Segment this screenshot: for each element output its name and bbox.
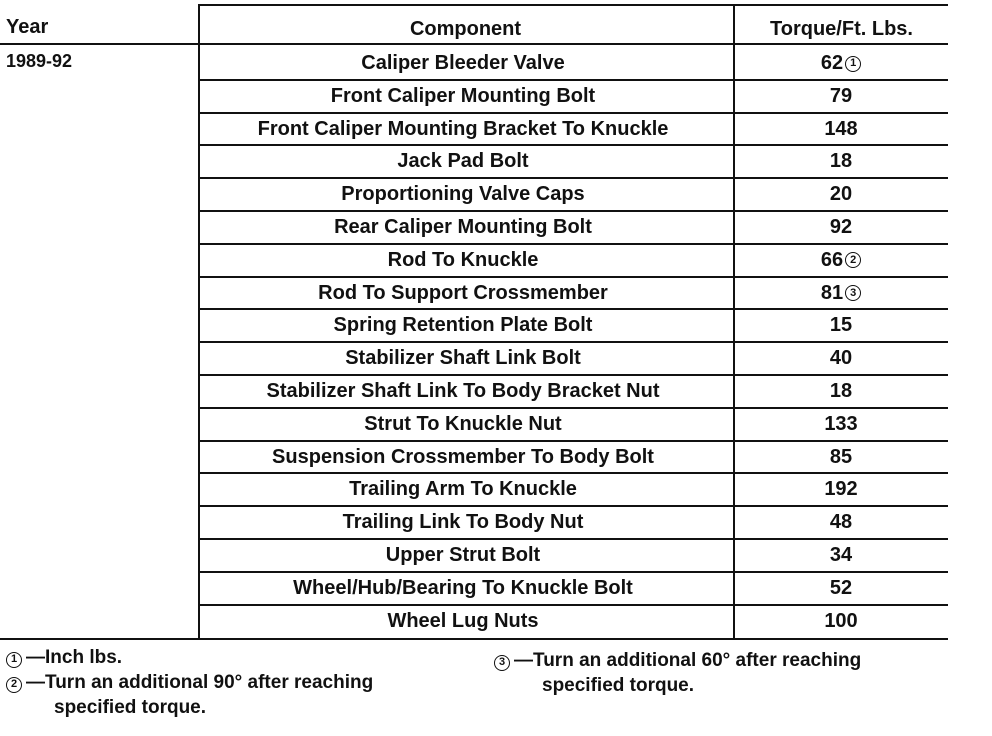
torque-cell bbox=[734, 113, 948, 146]
torque-value: 20 bbox=[829, 183, 853, 206]
torque-value: 133 bbox=[824, 412, 858, 435]
footnote-2-text-line1: —Turn an additional 90° after reaching bbox=[26, 672, 374, 693]
component-cell: Trailing Arm To Knuckle bbox=[349, 478, 577, 501]
footnote-ref-mark: 2 bbox=[845, 252, 861, 268]
footnote-ref-mark: 1 bbox=[845, 56, 861, 72]
footnote-mark-2: 2 bbox=[6, 677, 22, 693]
component-cell: Rod To Knuckle bbox=[387, 248, 539, 271]
torque-cell bbox=[734, 539, 948, 572]
footnote-2 bbox=[6, 670, 373, 720]
torque-cell bbox=[734, 408, 948, 441]
table-row bbox=[198, 309, 948, 342]
table-row bbox=[198, 408, 948, 441]
torque-value: 192 bbox=[824, 478, 858, 501]
torque-value: 100 bbox=[824, 609, 858, 632]
component-cell: Jack Pad Bolt bbox=[397, 150, 529, 173]
torque-cell bbox=[734, 80, 948, 113]
header-component: Component bbox=[409, 18, 522, 40]
torque-cell bbox=[734, 47, 948, 80]
header-torque: Torque/Ft. Lbs. bbox=[770, 18, 913, 40]
table-row bbox=[198, 80, 948, 113]
torque-value: 48 bbox=[829, 511, 853, 534]
table-row bbox=[198, 572, 948, 605]
torque-value: 66 bbox=[820, 248, 844, 271]
table-row bbox=[198, 145, 948, 178]
table-row bbox=[198, 605, 948, 638]
torque-value: 148 bbox=[824, 117, 858, 140]
table-row bbox=[198, 539, 948, 572]
torque-cell bbox=[734, 145, 948, 178]
footnote-1-text: —Inch lbs. bbox=[26, 647, 123, 668]
torque-cell bbox=[734, 572, 948, 605]
torque-value: 81 bbox=[820, 281, 844, 304]
table-row bbox=[198, 211, 948, 244]
table-bottom-rule bbox=[0, 638, 948, 640]
footnote-ref-mark: 3 bbox=[845, 285, 861, 301]
year-value: 1989-92 bbox=[6, 51, 73, 71]
component-cell: Rear Caliper Mounting Bolt bbox=[334, 216, 592, 238]
table-row bbox=[198, 441, 948, 474]
component-cell: Proportioning Valve Caps bbox=[341, 183, 585, 206]
table-row bbox=[198, 506, 948, 539]
component-cell: Stabilizer Shaft Link To Body Bracket Nut bbox=[266, 380, 660, 402]
torque-value: 52 bbox=[829, 576, 853, 599]
torque-value: 62 bbox=[820, 52, 844, 74]
torque-value: 40 bbox=[829, 347, 853, 370]
component-cell: Strut To Knuckle Nut bbox=[364, 412, 562, 435]
footnote-mark-3: 3 bbox=[494, 655, 510, 671]
torque-cell bbox=[734, 178, 948, 211]
footnote-3 bbox=[494, 648, 861, 698]
component-cell: Wheel/Hub/Bearing To Knuckle Bolt bbox=[293, 576, 633, 599]
component-cell: Wheel Lug Nuts bbox=[387, 609, 539, 632]
component-cell: Front Caliper Mounting Bolt bbox=[330, 84, 596, 107]
torque-value: 92 bbox=[829, 216, 853, 238]
footnote-3-text-line2: specified torque. bbox=[542, 675, 695, 696]
component-cell: Upper Strut Bolt bbox=[385, 544, 541, 566]
footnote-1 bbox=[6, 645, 122, 670]
torque-value: 85 bbox=[829, 445, 853, 468]
torque-cell bbox=[734, 441, 948, 474]
table-row bbox=[198, 244, 948, 277]
torque-cell bbox=[734, 309, 948, 342]
footnote-3-text-line1: —Turn an additional 60° after reaching bbox=[514, 650, 862, 671]
torque-cell bbox=[734, 244, 948, 277]
torque-value: 34 bbox=[829, 544, 853, 566]
header-rule bbox=[0, 43, 948, 45]
component-cell: Rod To Support Crossmember bbox=[318, 281, 608, 304]
torque-value: 79 bbox=[829, 84, 853, 107]
torque-cell bbox=[734, 605, 948, 638]
component-cell: Spring Retention Plate Bolt bbox=[333, 314, 593, 337]
component-cell: Caliper Bleeder Valve bbox=[361, 52, 565, 74]
torque-value: 15 bbox=[829, 314, 853, 337]
table-top-rule bbox=[198, 4, 948, 6]
table-row bbox=[198, 178, 948, 211]
table-row bbox=[198, 277, 948, 310]
torque-cell bbox=[734, 277, 948, 310]
footnote-2-text-line2: specified torque. bbox=[54, 697, 207, 718]
header-year: Year bbox=[6, 16, 49, 38]
table-row bbox=[198, 113, 948, 146]
torque-cell bbox=[734, 211, 948, 244]
torque-value: 18 bbox=[829, 380, 853, 402]
torque-cell bbox=[734, 375, 948, 408]
component-cell: Suspension Crossmember To Body Bolt bbox=[272, 445, 654, 468]
footnote-mark-1: 1 bbox=[6, 652, 22, 668]
torque-value: 18 bbox=[829, 150, 853, 173]
table-row bbox=[198, 473, 948, 506]
component-cell: Front Caliper Mounting Bracket To Knuckle bbox=[257, 117, 669, 140]
torque-cell bbox=[734, 506, 948, 539]
torque-cell bbox=[734, 473, 948, 506]
torque-cell bbox=[734, 342, 948, 375]
component-cell: Trailing Link To Body Nut bbox=[342, 511, 584, 534]
table-row bbox=[198, 342, 948, 375]
component-cell: Stabilizer Shaft Link Bolt bbox=[345, 347, 581, 370]
table-row bbox=[198, 47, 948, 80]
table-row bbox=[198, 375, 948, 408]
